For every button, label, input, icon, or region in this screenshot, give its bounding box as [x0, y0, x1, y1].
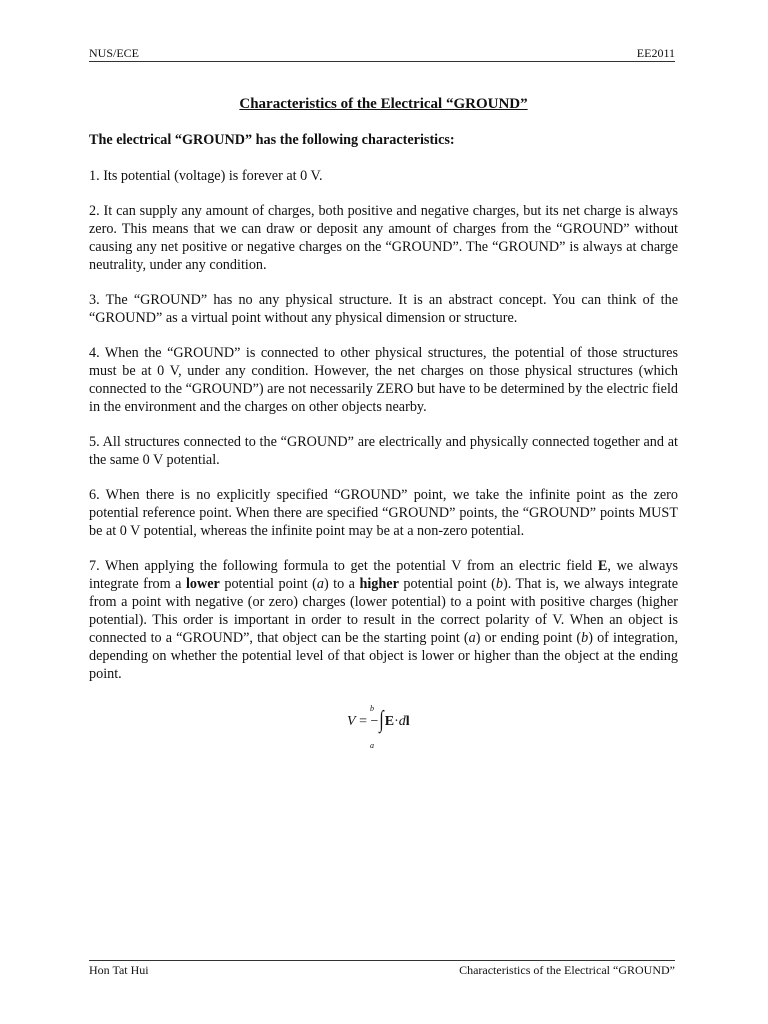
formula-body: V = −∫E·dl — [347, 707, 410, 733]
integral-upper-limit: b — [370, 704, 374, 713]
potential-formula — [89, 700, 678, 750]
higher-word: higher — [359, 576, 399, 592]
header-right: EE2011 — [636, 46, 675, 60]
footer-right: Characteristics of the Electrical “GROUND” — [459, 963, 675, 977]
item-3: 3. The “GROUND” has no any physical structure. It is an abstract concept. You can think of the “GROUND” as a virtual point without any physical dimension or structure. — [89, 292, 678, 326]
item-2: 2. It can supply any amount of charges, both positive and negative charges, but its net charge is always zero. This means that we can draw or deposit any amount of charges from the “GROUND” without causing any net positive or negative charges on the “GROUND”. The “GROUND” is always at charge neutrality, under any condition. — [89, 203, 678, 273]
page-header — [89, 46, 675, 62]
item-1: 1. Its potential (voltage) is forever at 0 V. — [89, 168, 323, 184]
page-title: Characteristics of the Electrical “GROUND” — [239, 96, 528, 112]
item-6: 6. When there is no explicitly specified “GROUND” point, we take the infinite point as the zero potential reference point. When there are specified “GROUND” points, the “GROUND” points MUST be at 0 V potential, whereas the infinite point may be at a non-zero potential. — [89, 487, 678, 539]
integral-lower-limit: a — [370, 741, 374, 750]
intro-heading: The electrical “GROUND” has the following characteristics: — [89, 132, 455, 148]
field-e: E — [597, 558, 608, 574]
lower-word: lower — [185, 576, 220, 592]
page-footer — [89, 960, 675, 977]
document-body — [89, 95, 679, 750]
item-4: 4. When the “GROUND” is connected to other physical structures, the potential of those structures must be at 0 V, under any condition. However, the net charges on those physical structures (which connected to the “GROUND”) are not necessarily ZERO but have to be determined by the electric field in the environment and the charges on other objects nearby. — [89, 345, 678, 415]
item-5: 5. All structures connected to the “GROUND” are electrically and physically connected together and at the same 0 V potential. — [89, 434, 678, 468]
header-left: NUS/ECE — [89, 46, 140, 60]
item-7: 7. When applying the following formula to get the potential V from an electric field E, we always integrate from a lower potential point (a) to a higher potential point (b). That is, we always integrate from a point with negative (or zero) charges (lower potential) to a point with positive charges (higher potential). This order is important in order to result in the correct polarity of V. When an object is connected to a “GROUND”, that object can be the starting point (a) or ending point (b) of integration, depending on whether the potential level of that object is lower or higher than the object at the ending point. — [89, 558, 679, 682]
integral-sign: ∫ — [379, 707, 384, 733]
footer-left: Hon Tat Hui — [89, 963, 149, 977]
